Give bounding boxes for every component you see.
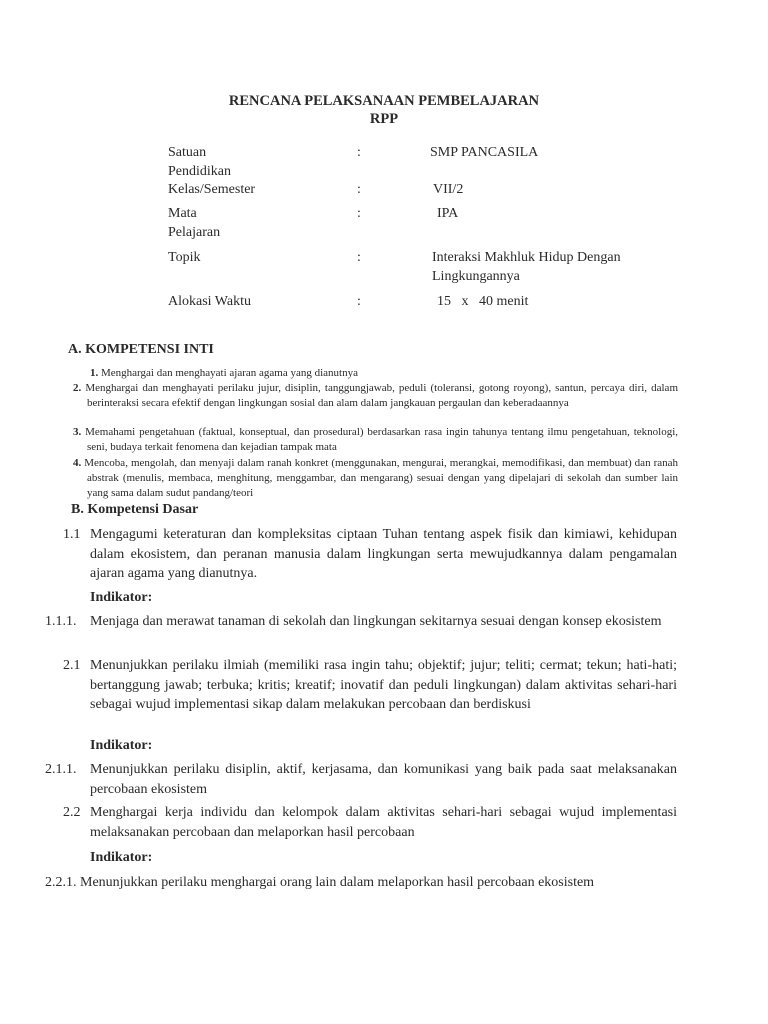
indikator-label: Indikator: <box>90 850 153 865</box>
indikator-label: Indikator: <box>90 590 153 605</box>
indikator-number: 1.1.1. <box>45 614 77 629</box>
indikator-item-1-1-1 <box>45 612 677 632</box>
kd-item-1-1 <box>63 525 677 584</box>
ki-item <box>73 425 678 455</box>
ki-number: 3. <box>73 426 82 438</box>
info-colon: : <box>357 182 361 197</box>
indikator-text: Menjaga dan merawat tanaman di sekolah dan lingkungan sekitarnya sesuai dengan konsep ekosistem <box>90 614 662 629</box>
kd-text: Menghargai kerja individu dan kelompok dalam aktivitas sehari-hari sebagai wujud implementasi melaksanakan percobaan dan melaporkan hasil percobaan <box>90 805 677 840</box>
kd-text: Menunjukkan perilaku ilmiah (memiliki rasa ingin tahu; objektif; jujur; teliti; cermat; tekun; hati-hati; bertanggung jawab; terbuka; kritis; kreatif; inovatif dan peduli lingkungan) dalam aktivitas sehari-hari sebagai wujud implementasi sikap dalam melakukan percobaan dan berdiskusi <box>90 658 677 712</box>
info-colon: : <box>357 145 361 160</box>
info-value: VII/2 <box>433 182 464 197</box>
kd-number: 2.1 <box>63 658 81 673</box>
info-label: Alokasi Waktu <box>168 294 251 309</box>
info-value: SMP PANCASILA <box>430 145 539 160</box>
kd-text: Mengagumi keteraturan dan kompleksitas ciptaan Tuhan tentang aspek fisik dan kimiawi, kehidupan dalam ekosistem, dan peranan manusia dalam lingkungan serta mewujudkannya dalam pengamalan ajaran agama yang dianutnya. <box>90 527 677 581</box>
indikator-text: Menunjukkan perilaku disiplin, aktif, kerjasama, dan komunikasi yang baik pada saat melaksanakan percobaan ekosistem <box>90 762 677 797</box>
info-colon: : <box>357 294 361 309</box>
info-value: 15 x 40 menit <box>437 294 529 309</box>
info-value: Interaksi Makhluk Hidup Dengan Lingkungannya <box>432 250 621 284</box>
ki-text: Memahami pengetahuan (faktual, konseptual, dan prosedural) berdasarkan rasa ingin tahunya tentang ilmu pengetahuan, teknologi, seni, budaya terkait fenomena dan kejadian tampak mata <box>85 426 679 453</box>
document-subtitle: RPP <box>369 111 399 127</box>
section-b-heading: B. Kompetensi Dasar <box>71 502 199 517</box>
info-label: Kelas/Semester <box>168 182 256 197</box>
section-a-heading: A. KOMPETENSI INTI <box>68 342 214 357</box>
ki-number: 1. <box>90 367 99 379</box>
indikator-item-2-1-1 <box>45 760 677 799</box>
ki-text: Mencoba, mengolah, dan menyaji dalam ranah konkret (menggunakan, mengurai, merangkai, memodifikasi, dan membuat) dan ranah abstrak (menulis, membaca, menghitung, menggambar, dan mengarang) sesuai dengan yang dipelajari di sekolah dan sumber lain yang sama dalam sudut pandang/teori <box>84 457 679 499</box>
document-title: RENCANA PELAKSANAAN PEMBELAJARAN <box>228 93 540 109</box>
kd-number: 1.1 <box>63 527 81 542</box>
ki-text: Menghargai dan menghayati perilaku jujur, disiplin, tanggungjawab, peduli (toleransi, gotong royong), santun, percaya diri, dalam berinteraksi secara efektif dengan lingkungan sosial dan alam dalam jangkauan pergaulan dan keberadaannya <box>85 382 679 409</box>
ki-item <box>73 456 678 501</box>
info-colon: : <box>357 206 361 221</box>
indikator-text: Menunjukkan perilaku menghargai orang lain dalam melaporkan hasil percobaan ekosistem <box>80 875 595 890</box>
ki-number: 4. <box>73 457 82 469</box>
info-colon: : <box>357 250 361 265</box>
info-value: IPA <box>437 206 459 221</box>
indikator-number: 2.1.1. <box>45 762 77 777</box>
ki-number: 2. <box>73 382 82 394</box>
indikator-item-2-2-1 <box>45 873 685 893</box>
kd-item-2-1 <box>63 656 677 715</box>
info-label: Satuan Pendidikan <box>168 145 231 179</box>
kd-item-2-2 <box>63 803 677 842</box>
info-label: Mata Pelajaran <box>168 206 221 240</box>
ki-text: Menghargai dan menghayati ajaran agama yang dianutnya <box>101 367 358 379</box>
indikator-number: 2.2.1. <box>45 875 77 890</box>
ki-item <box>90 366 678 381</box>
indikator-label: Indikator: <box>90 738 153 753</box>
info-label: Topik <box>168 250 201 265</box>
kd-number: 2.2 <box>63 805 81 820</box>
ki-item <box>73 381 678 411</box>
